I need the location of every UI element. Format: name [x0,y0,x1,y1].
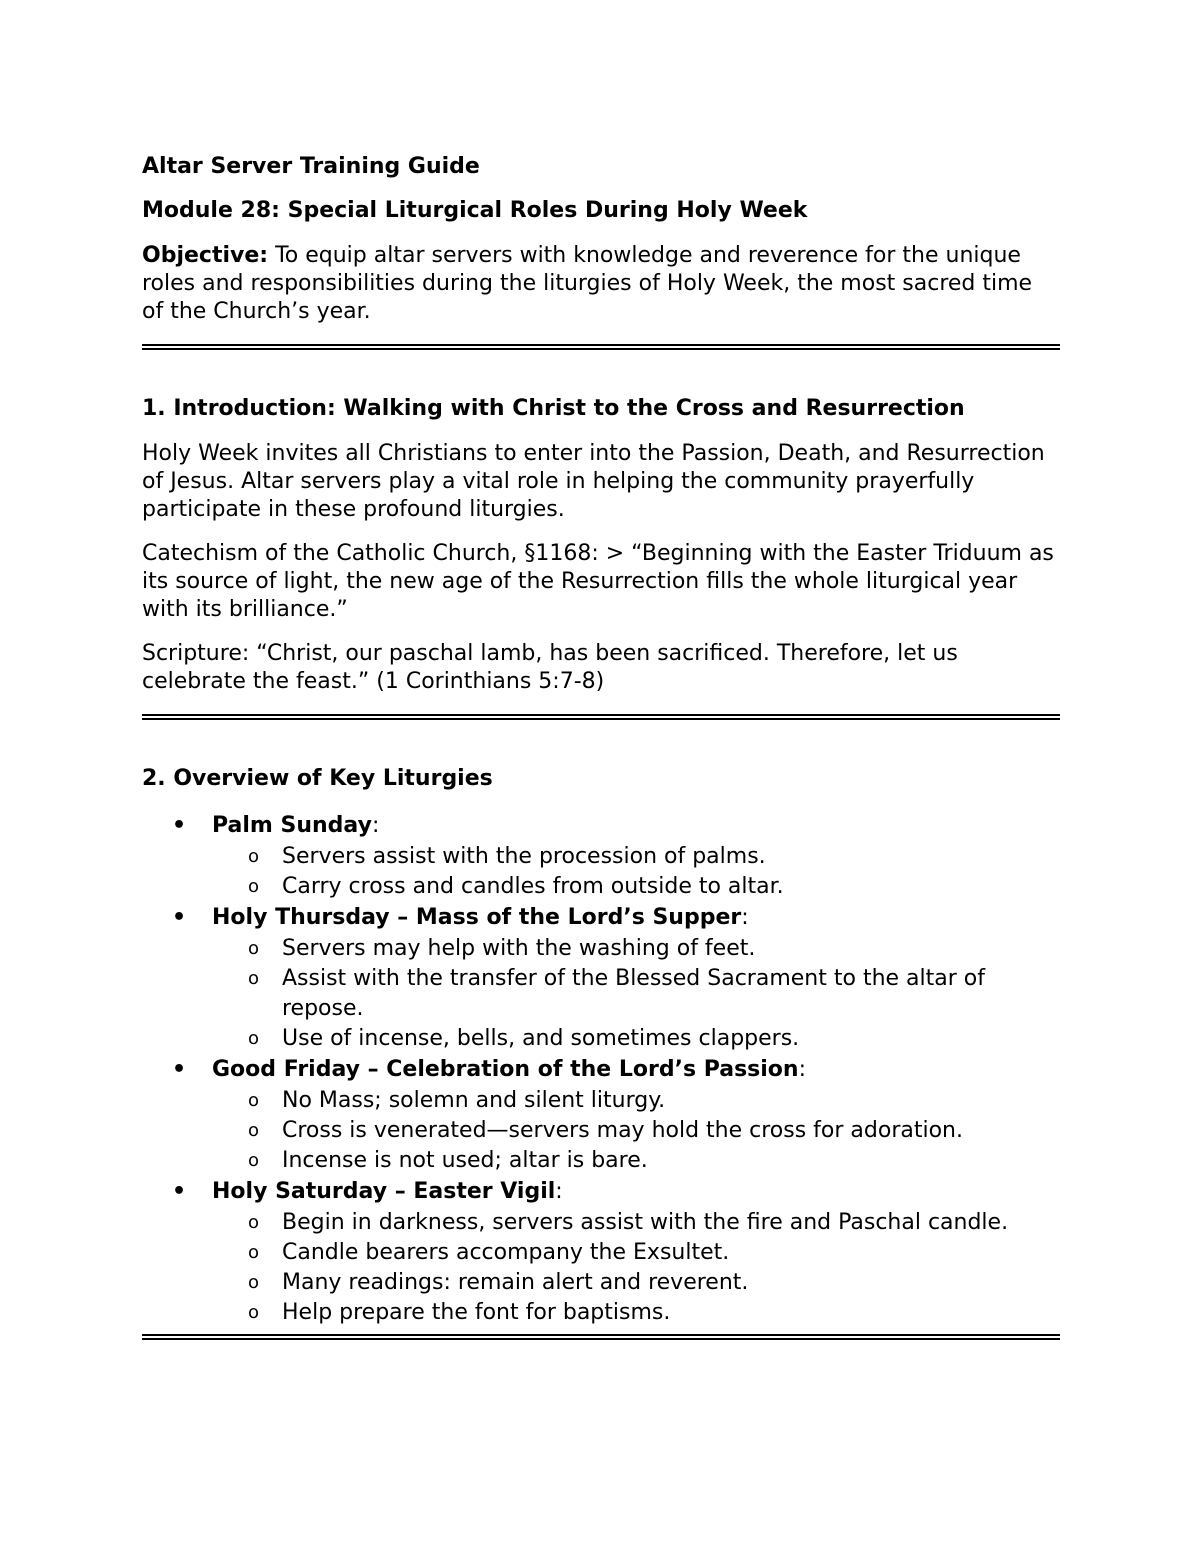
sub-list-item: o Help prepare the font for baptisms. [142,1298,1060,1328]
sub-list-item: o Carry cross and candles from outside to altar. [142,872,1060,902]
catechism-quote: Catechism of the Catholic Church, §1168: > “Beginning with the Easter Triduum as its source of light, the new age of the Resurrection fills the whole liturgical year with its brilliance.” [142,541,1054,622]
horizontal-rule [142,714,1060,720]
objective-paragraph [142,242,1060,326]
liturgy-name: Holy Saturday – Easter Vigil [212,1179,556,1204]
liturgy-name: Palm Sunday [212,813,372,838]
horizontal-rule [142,1334,1060,1340]
sub-list [212,1086,1060,1176]
scripture-quote: Scripture: “Christ, our paschal lamb, has been sacrificed. Therefore, let us celebrate the feast.” (1 Corinthians 5:7-8) [142,641,958,694]
list-item-holy-thursday: • Holy Thursday – Mass of the Lord’s Supper: o Servers may help with the washing of feet. o Assist with the transfer of the Blessed Sacrament to the altar of repose. o Use of incense, bells, and sometimes clappers. [142,902,1060,1054]
list-item-good-friday: • Good Friday – Celebration of the Lord’s Passion: o No Mass; solemn and silent liturgy. o Cross is venerated—servers may hold the cross for adoration. o Incense is not used; altar is bare. [142,1054,1060,1176]
sub-list-item: o Many readings: remain alert and reverent. [142,1268,1060,1298]
module-title: Module 28: Special Liturgical Roles During Holy Week [142,198,808,223]
sub-list [212,1208,1060,1328]
sub-list-item: o Servers assist with the procession of palms. [142,842,1060,872]
sub-list-item: o Servers may help with the washing of feet. [142,934,1060,964]
sub-list-item: o Use of incense, bells, and sometimes clappers. [142,1024,1060,1054]
objective-label: Objective: [142,243,269,268]
document-title: Altar Server Training Guide [142,154,480,179]
sub-list-item: o Incense is not used; altar is bare. [142,1146,1060,1176]
list-item-holy-saturday: • Holy Saturday – Easter Vigil: o Begin in darkness, servers assist with the fire and Paschal candle. o Candle bearers accompany the Exsultet. o Many readings: remain alert and reverent. o Help prepare the font for baptisms. [142,1176,1060,1328]
horizontal-rule [142,344,1060,350]
section-2-heading: 2. Overview of Key Liturgies [142,766,493,791]
section-1-heading: 1. Introduction: Walking with Christ to the Cross and Resurrection [142,396,965,421]
intro-paragraph: Holy Week invites all Christians to enter into the Passion, Death, and Resurrection of Jesus. Altar servers play a vital role in helping the community prayerfully participate in these profound liturgies. [142,441,1045,522]
document-content [142,152,1060,1340]
sub-list-item: o Assist with the transfer of the Blessed Sacrament to the altar of repose. [142,964,1060,1024]
sub-list-item: o No Mass; solemn and silent liturgy. [142,1086,1060,1116]
sub-list-item: o Cross is venerated—servers may hold the cross for adoration. [142,1116,1060,1146]
list-item-palm-sunday: • Palm Sunday: o Servers assist with the procession of palms. o Carry cross and candles from outside to altar. [142,810,1060,902]
liturgy-list [142,810,1060,1328]
objective-text: To equip altar servers with knowledge and reverence for the unique roles and responsibilities during the liturgies of Holy Week, the most sacred time of the Church’s year. [142,243,1033,324]
sub-list-item: o Candle bearers accompany the Exsultet. [142,1238,1060,1268]
sub-list [212,842,1060,902]
liturgy-name: Holy Thursday – Mass of the Lord’s Supper [212,905,742,930]
sub-list-item: o Begin in darkness, servers assist with the fire and Paschal candle. [142,1208,1060,1238]
sub-list [212,934,1060,1054]
liturgy-name: Good Friday – Celebration of the Lord’s Passion [212,1057,799,1082]
